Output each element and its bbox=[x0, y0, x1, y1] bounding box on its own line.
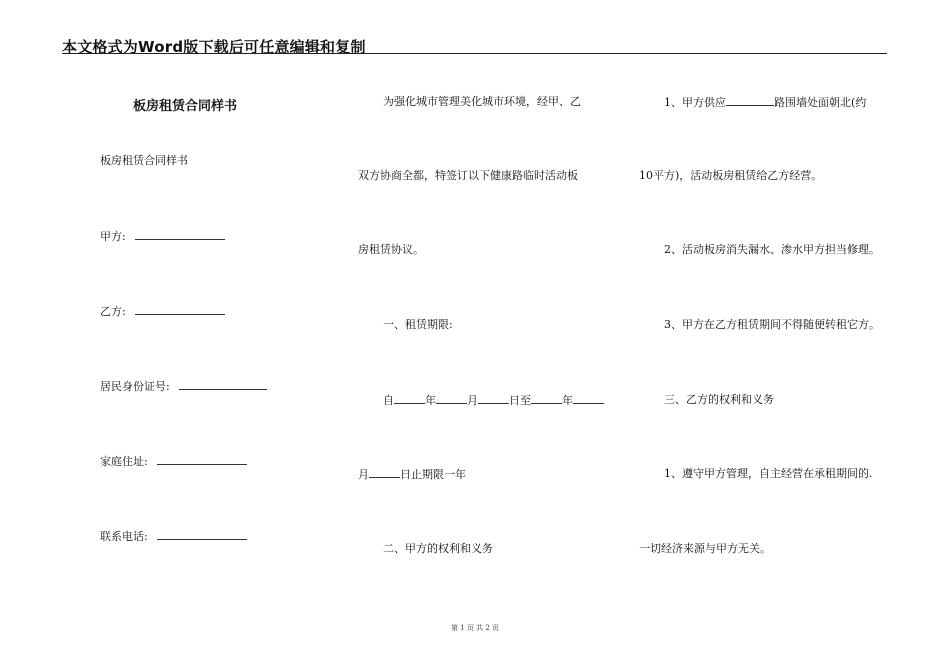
party-a-blank bbox=[135, 229, 225, 240]
address-blank bbox=[157, 454, 247, 465]
blank bbox=[726, 95, 774, 106]
party-b-blank bbox=[135, 304, 225, 315]
paragraph: 为强化城市管理美化城市环境，经甲、乙 bbox=[383, 95, 581, 108]
term-month-label: 月 bbox=[467, 394, 478, 407]
blank bbox=[531, 393, 562, 404]
paragraph: 双方协商全都，特签订以下健康路临时活动板 bbox=[358, 169, 578, 182]
paragraph: 房租赁协议。 bbox=[358, 243, 424, 256]
phone-label: 联系电话: bbox=[100, 530, 148, 543]
id-label: 居民身份证号: bbox=[100, 380, 170, 393]
paragraph: 3、甲方在乙方租赁期间不得随便转租它方。 bbox=[664, 318, 880, 331]
term-end-label: 日止期限一年 bbox=[400, 468, 466, 481]
phone-blank bbox=[157, 529, 247, 540]
term-line-start bbox=[383, 393, 604, 408]
blank bbox=[436, 393, 467, 404]
blank bbox=[573, 393, 604, 404]
blank bbox=[394, 393, 425, 404]
id-line bbox=[100, 379, 267, 394]
section-heading: 二、甲方的权利和义务 bbox=[383, 542, 493, 555]
paragraph: 2、活动板房消失漏水、渗水甲方担当修理。 bbox=[664, 243, 880, 256]
address-line bbox=[100, 454, 247, 469]
term-month-label: 月 bbox=[358, 468, 369, 481]
term-from-label: 自 bbox=[383, 394, 394, 407]
document-header: 本文格式为Word版下载后可任意编辑和复制 bbox=[62, 38, 366, 56]
blank bbox=[478, 393, 509, 404]
address-label: 家庭住址: bbox=[100, 455, 148, 468]
term-line-end bbox=[358, 467, 466, 482]
section-heading: 一、租赁期限: bbox=[383, 318, 453, 331]
party-a-line bbox=[100, 229, 225, 244]
term-year-label: 年 bbox=[562, 394, 573, 407]
clause-line bbox=[664, 95, 866, 110]
section-heading: 三、乙方的权利和义务 bbox=[664, 393, 774, 406]
page-number: 第 1 页 共 2 页 bbox=[450, 624, 500, 632]
subtitle: 板房租赁合同样书 bbox=[100, 154, 188, 167]
blank bbox=[369, 467, 400, 478]
party-b-label: 乙方: bbox=[100, 305, 126, 318]
header-rule bbox=[62, 53, 887, 54]
party-b-line bbox=[100, 304, 225, 319]
paragraph: 10平方)，活动板房租赁给乙方经营。 bbox=[639, 169, 823, 182]
clause-text: 1、甲方供应 bbox=[664, 96, 726, 109]
phone-line bbox=[100, 529, 247, 544]
paragraph: 1、遵守甲方管理，自主经营在承租期间的. bbox=[664, 467, 873, 480]
document-title: 板房租赁合同样书 bbox=[133, 99, 238, 114]
party-a-label: 甲方: bbox=[100, 230, 126, 243]
term-day-to-label: 日至 bbox=[509, 394, 531, 407]
paragraph: 一切经济来源与甲方无关。 bbox=[639, 542, 771, 555]
clause-text: 路围墙处面朝北(约 bbox=[774, 96, 867, 109]
id-blank bbox=[179, 379, 267, 390]
term-year-label: 年 bbox=[425, 394, 436, 407]
